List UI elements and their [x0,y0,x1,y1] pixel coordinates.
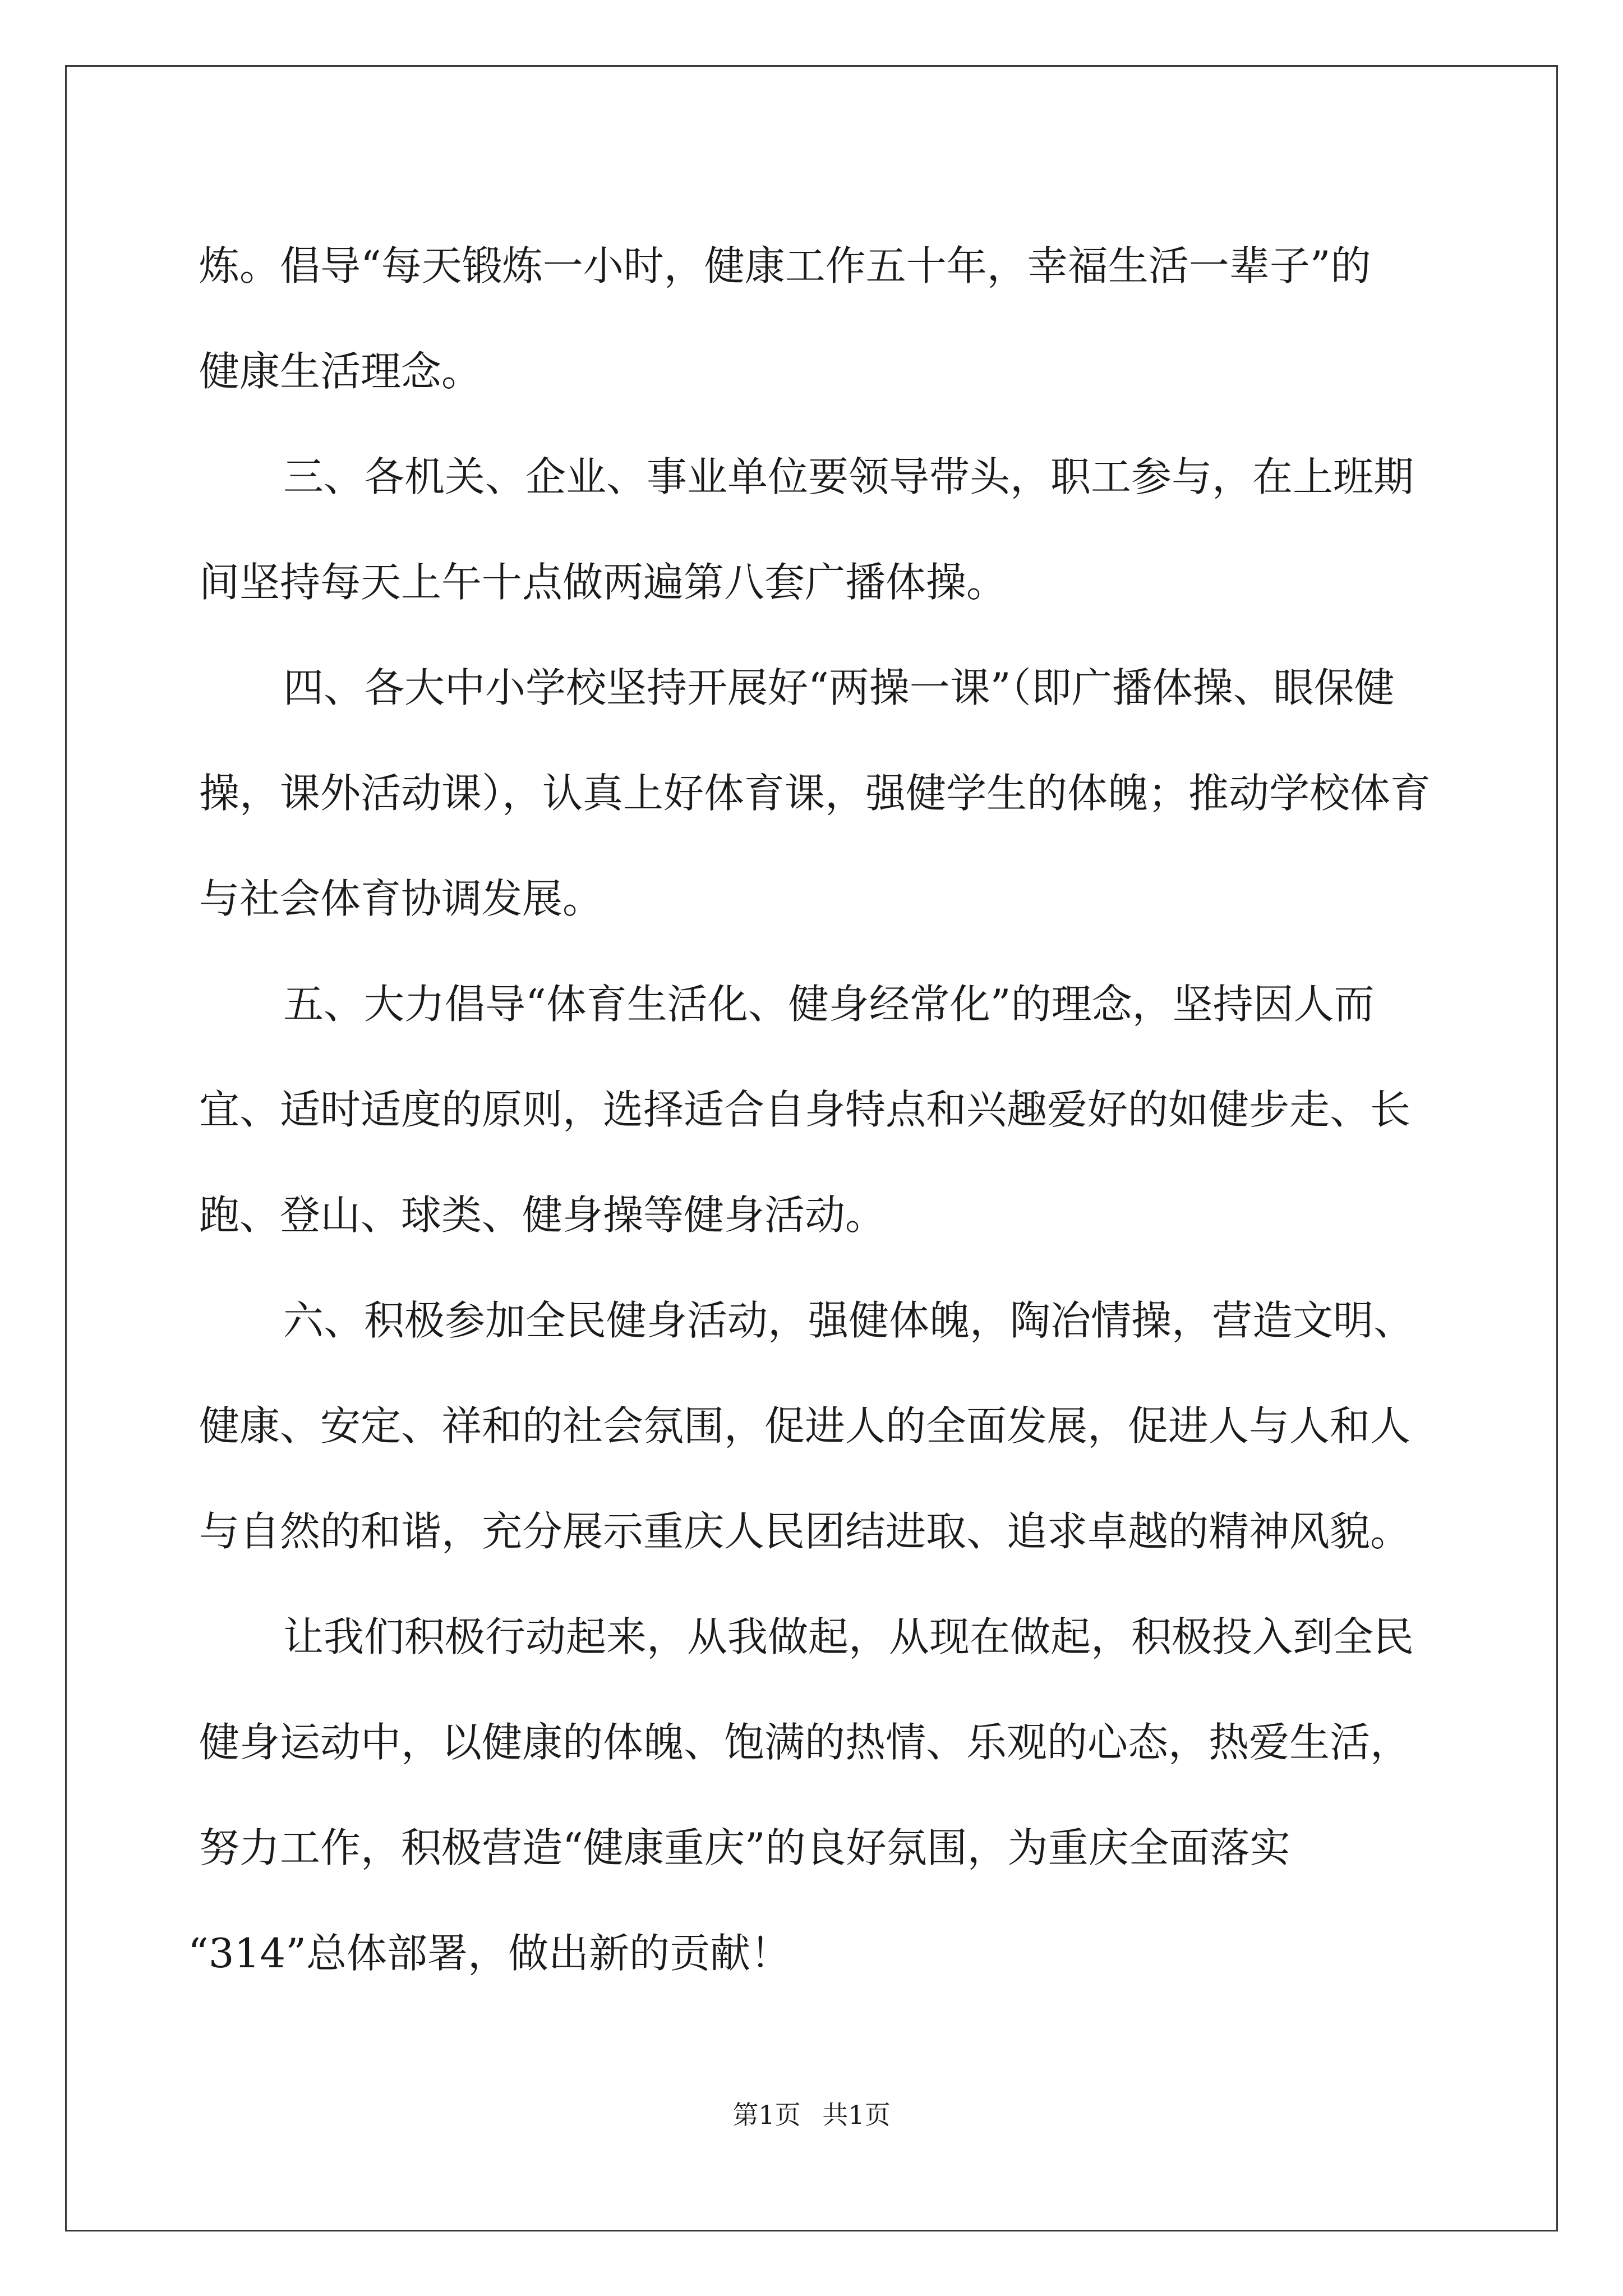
text-line: 与自然的和谐，充分展示重庆人民团结进取、追求卓越的精神风貌。 [199,1508,1411,1555]
document-body [188,213,1433,2006]
paragraph-start-line: 六、积极参加全民健身活动，强健体魄，陶冶情操，营造文明、 [283,1297,1414,1344]
paragraph-start-line: 三、各机关、企业、事业单位要领导带头，职工参与，在上班期 [283,453,1414,500]
paragraph-start-line: 让我们积极行动起来，从我做起，从现在做起，积极投入到全民 [283,1613,1414,1660]
paragraph-start-line: 四、各大中小学校坚持开展好“两操一课”（即广播体操、眼保健 [283,664,1395,711]
text-line: “314”总体部署，做出新的贡献！ [188,1930,791,1977]
text-line: 努力工作，积极营造“健康重庆”的良好氛围，为重庆全面落实 [199,1824,1290,1871]
text-line: 间坚持每天上午十点做两遍第八套广播体操。 [199,559,1007,606]
text-line: 跑、登山、球类、健身操等健身活动。 [199,1191,886,1239]
page-number-total: 共1页 [822,2100,891,2130]
page-footer [0,2098,1623,2132]
text-line: 与社会体育协调发展。 [199,875,603,922]
page-number-current: 第1页 [732,2100,801,2130]
text-line: 健身运动中，以健康的体魄、饱满的热情、乐观的心态，热爱生活， [199,1719,1411,1766]
text-line: 健康、安定、祥和的社会氛围，促进人的全面发展，促进人与人和人 [199,1402,1411,1450]
text-line: 操，课外活动课），认真上好体育课，强健学生的体魄；推动学校体育 [199,770,1431,817]
text-line: 炼。倡导“每天锻炼一小时，健康工作五十年，幸福生活一辈子”的 [199,242,1371,289]
text-line: 宜、适时适度的原则，选择适合自身特点和兴趣爱好的如健步走、长 [199,1086,1411,1133]
paragraph-start-line: 五、大力倡导“体育生活化、健身经常化”的理念，坚持因人而 [283,981,1375,1028]
text-line: 健康生活理念。 [199,348,482,395]
